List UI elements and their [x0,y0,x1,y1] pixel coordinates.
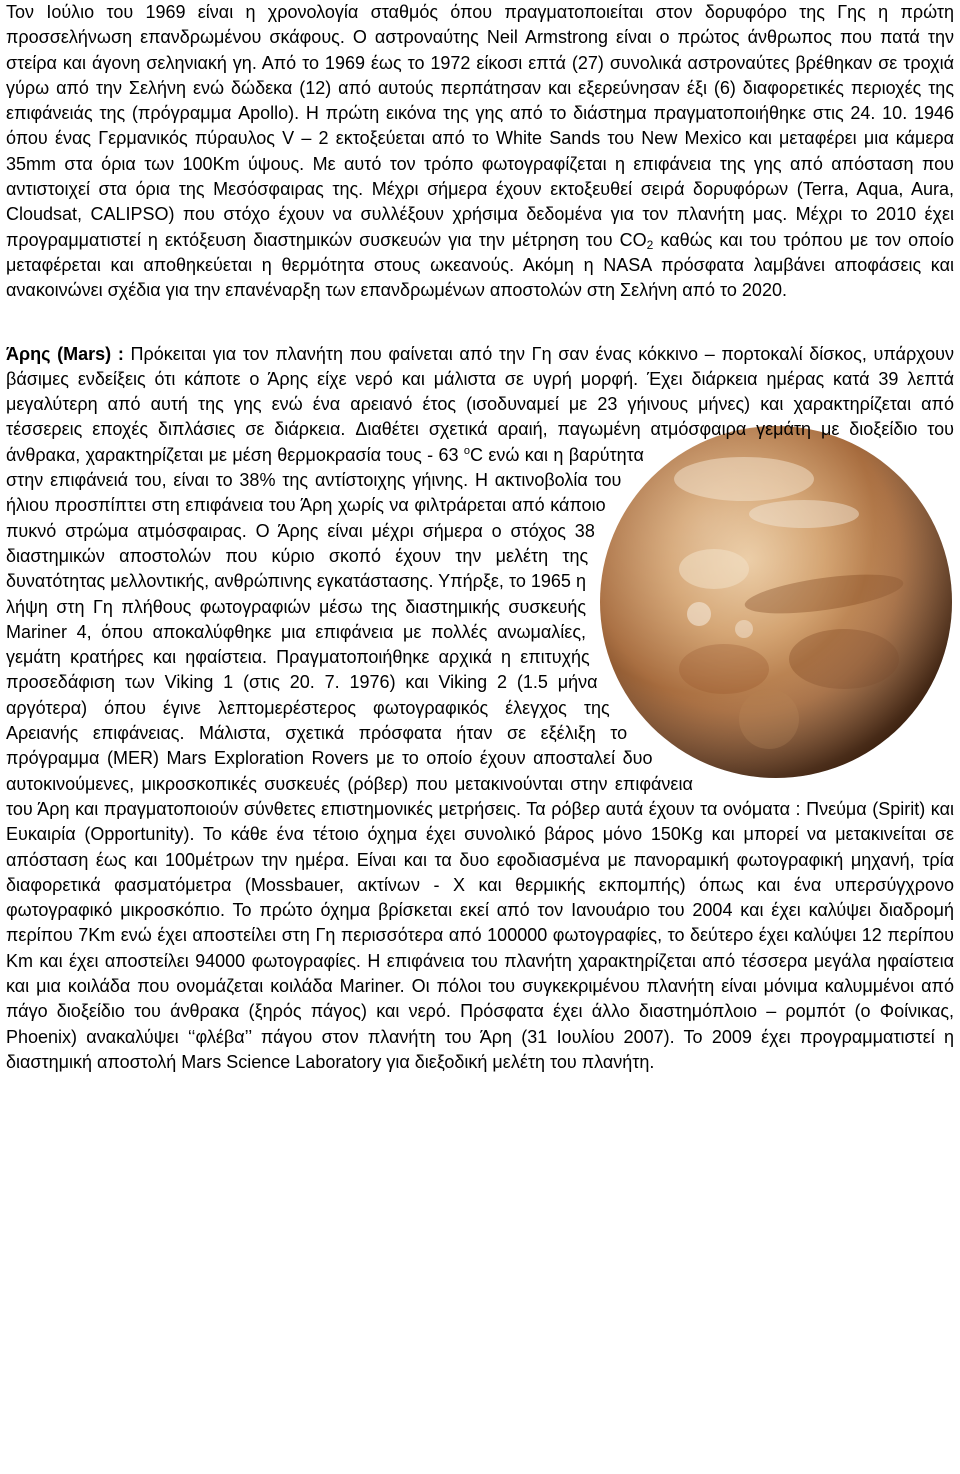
mars-planet-graphic [594,419,954,785]
mars-text-a-tail: Διαθέτει σχετικά αραιή, παγωμένη ατμόσφαιρα γεμάτη με διοξείδιο του άνθρακα, χαρακτηρίζεται με μέση θερμοκρασία τους - 63 [6,419,955,465]
mars-paragraph [6,342,954,1076]
mars-text-b: C ενώ και η βαρύτητα στην επιφάνειά του, είναι το 38% της αντίστοιχης γήινης. Η ακτινοβολία του ήλιου προσπίπτει στη επιφάνεια του Άρη χωρίς να φιλτράρεται από κάποιο πυκνό στρώμα ατμόσφαιρας. Ο Άρης είναι μέχρι σήμερα ο στόχος 38 διαστημικών αποστολών που κύριο σκοπό έχουν την μελέτη της δυνατότητας μελλοντικής, ανθρώπινης εγκατάστασης. Υπήρξε, το 1965 η λήψη στη Γη πλήθους φωτογραφιών μέσω της διαστημικής συσκευής Mariner 4, όπου αποκαλύφθηκε μια επιφάνεια με πολλές ανωμαλίες, γεμάτη κρατήρες και ηφαίστεια. Πραγματοποιήθηκε αρχικά η επιτυχής προσεδάφιση των Viking 1 (στις 20. 7. 1976) και Viking 2 (1.5 μήνα αργότερα) όπου έγινε λεπτομερέστερος φωτογραφικός έλεγχος της Αρειανής επιφάνειας. Μάλιστα, σχετικά πρόσφατα ήταν σε εξέλιξη το πρόγραμμα (MER) Mars Exploration Rovers με το οποίο έχουν αποσταλεί δυο αυτοκινούμενες, μικροσκοπικές συσκευές (ρόβερ) που μετακινούνται στην επιφάνεια του Άρη και πραγματοποιούν σύνθετες επιστημονικές μετρήσεις. Τα ρόβερ αυτά έχουν τα ονόματα : Πνεύμα (Spirit) και Ευκαιρία (Opportunity). Το κάθε ένα τέτοιο όχημα έχει συνολικό βάρος μόνο 150Kg και μπορεί να μετακινείται σε απόσταση έως και 100μέτρων την ημέρα. Είναι και τα δυο εφοδιασμένα με πανοραμική φωτογραφική μηχανή, τρία διαφορετικά φασματόμετρα (Mossbauer, ακτίνων - X και θερμικής εκπομπής) όπως και ένα υπερσύγχρονο φωτογραφικό μικροσκόπιο. Το πρώτο όχημα βρίσκεται εκεί από τον Ιανουάριο του 2004 και έχει καλύψει διαδρομή περίπου 7Km ενώ έχει αποστείλει στη Γη περισσότερα από 100000 φωτογραφίες, το δεύτερο έχει καλύψει 12 περίπου Km και έχει αποστείλει 94000 φωτογραφίες. Η επιφάνεια του πλανήτη χαρακτηρίζεται από τέσσερα μεγάλα ηφαίστεια και μια κοιλάδα που ονομάζεται κοιλάδα Mariner. Οι πόλοι του συγκεκριμένου πλανήτη είναι μόνιμα καλυμμένοι από πάγο διοξείδιο του άνθρακα (ξηρός πάγος) και νερό. Πρόσφατα έχει άλλο διαστημόπλοιο – ρομπότ (ο Φοίνικας, Phoenix) ανακαλύψει ‘‘φλέβα’’ πάγου στον πλανήτη του Άρη (31 Ιουλίου 2007). Το 2009 έχει προγραμματιστεί η διαστημική αποστολή Mars Science Laboratory για διεξοδική μελέτη του πλανήτη. [6,444,954,1072]
moon-text-main: Τον Ιούλιο του 1969 είναι η χρονολογία σταθμός όπου πραγματοποιείται στον δορυφόρο της Γης η πρώτη προσσελήνωση επανδρωμένου σκάφους. Ο αστροναύτης Neil Armstrong είναι ο πρώτος άνθρωπος που πατά την στείρα και άγονη σεληνιακή γη. Από το 1969 έως το 1972 είκοσι επτά (27) συνολικά αστροναύτες βρέθηκαν σε τροχιά γύρω από την Σελήνη ενώ δώδεκα (12) από αυτούς περπάτησαν και εξερεύνησαν έξι (6) διαφορετικές περιοχές της επιφάνειάς της (πρόγραμμα Apollo). Η πρώτη εικόνα της γης από το διάστημα πραγματοποιήθηκε στις 24. 10. 1946 όπου ένας Γερμανικός πύραυλος V – 2 εκτοξεύεται από το White Sands του New Mexico και μεταφέρει μια κάμερα 35mm στα όρια των 100Km ύψους. Με αυτό τον τρόπο φωτογραφίζεται η επιφάνεια της γης από απόσταση που αντιστοιχεί στα όρια της Μεσόσφαιρας της. Μέχρι σήμερα έχουν εκτοξευθεί σειρά δορυφόρων (Terra, Aqua, Aura, Cloudsat, CALIPSO) που στόχο έχουν να συλλέξουν χρήσιμα δεδομένα για τον πλανήτη μας. Μέχρι το 2010 έχει προγραμματιστεί η εκτόξευση διαστημικών συσκευών για την μέτρηση του CO [6,2,955,250]
mars-section [6,342,954,1076]
moon-text-end: καθώς και του τρόπου με τον οποίο μεταφέρεται και αποθηκεύεται η θερμότητα στους ωκεανούς. Ακόμη η NASA πρόσφατα λαμβάνει αποφάσεις και ανακοινώνει σχέδια για την επανέναρξη των επανδρωμένων αποστολών στη Σελήνη από το 2020. [6,229,955,301]
mars-planet-image [594,419,954,785]
mars-heading: Άρης (Mars) : [6,343,124,364]
moon-paragraph [6,0,954,304]
document-page [6,0,954,1075]
degree-superscript: o [463,444,470,457]
co2-subscript: 2 [646,237,654,252]
mars-text-a: Πρόκειται για τον πλανήτη που φαίνεται από την Γη σαν ένας κόκκινο – πορτοκαλί δίσκος, υπάρχουν βάσιμες ενδείξεις ότι κάποτε ο Άρης είχε νερό και μάλιστα σε υγρή μορφή. Έχει διάρκεια ημέρας κατά 39 λεπτά μεγαλύτερη από αυτή της γης ενώ ένα αρειανό έτος (ισοδυναμεί με 23 γήινους μήνες) και χαρακτηρίζεται από τέσσερεις εποχές διπλάσιες σε διάρκεια. [6,343,955,440]
